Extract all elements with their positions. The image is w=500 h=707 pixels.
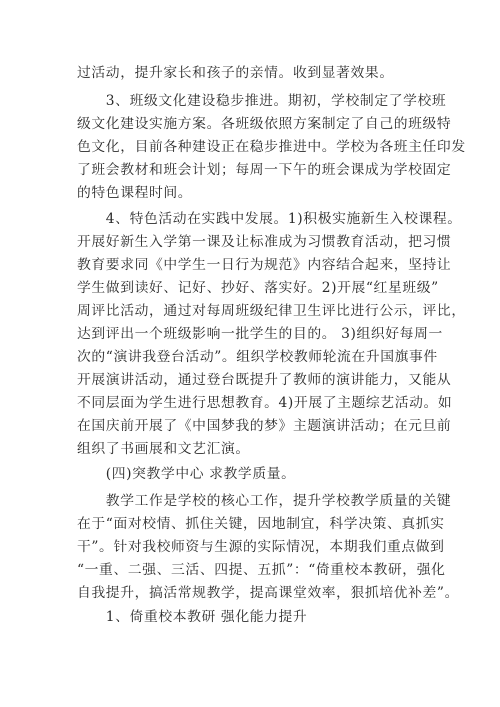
text-line: 开展好新生入学第一课及让标准成为习惯教育活动，把习惯 [77,234,452,250]
text-line: 色文化，目前各种建设正在稳步推进中。学校为各班主任印发 [77,139,466,155]
section-heading: (四)突教学中心 求教学质量。 [77,466,296,482]
text-line: 3、班级文化建设稳步推进。期初，学校制定了学校班 [77,93,447,109]
text-line: 次的“演讲我登台活动”。组织学校教师轮流在升国旗事件 [77,349,438,365]
text-line: 级文化建设实施方案。各班级依照方案制定了自己的班级特 [77,116,452,132]
text-line: 在于“面对校情、抓住关键，因地制宜，科学决策、真抓实 [77,516,445,532]
text-line: 的特色课程时间。 [77,185,193,201]
text-line: 学生做到读好、记好、抄好、落实好。2)开展“红星班级” [77,280,439,296]
text-line: 教育要求同《中学生一日行为规范》内容结合起来，坚持让 [77,257,452,273]
text-line: 组织了书画展和文艺汇演。 [77,441,250,457]
text-line: 干”。针对我校师资与生源的实际情况，本期我们重点做到 [77,539,445,555]
text-line: 达到评出一个班级影响一批学生的目的。 3)组织好每周一 [77,326,443,342]
text-line: 教学工作是学校的核心工作，提升学校教学质量的关键 [77,493,452,509]
text-line: 周评比活动，通过对每周班级纪律卫生评比进行公示，评比， [77,303,466,319]
text-line: 不同层面为学生进行思想教育。4)开展了主题综艺活动。如 [77,395,453,411]
text-line: “一重、二强、三活、四提、五抓”：“倚重校本教研，强化 [77,562,446,578]
text-line: 开展演讲活动，通过登台既提升了教师的演讲能力，又能从 [77,372,452,388]
text-line: 4、特色活动在实践中发展。1)积极实施新生入校课程。 [77,211,462,227]
text-line: 过活动，提升家长和孩子的亲情。收到显著效果。 [77,65,394,81]
text-line: 了班会教材和班会计划；每周一下午的班会课成为学校固定 [77,162,452,178]
text-line: 自我提升，搞活常规教学，提高课堂效率，狠抓培优补差”。 [77,585,459,601]
text-line: 在国庆前开展了《中国梦我的梦》主题演讲活动；在元旦前 [77,418,452,434]
subsection-heading: 1、倚重校本教研 强化能力提升 [77,609,308,625]
